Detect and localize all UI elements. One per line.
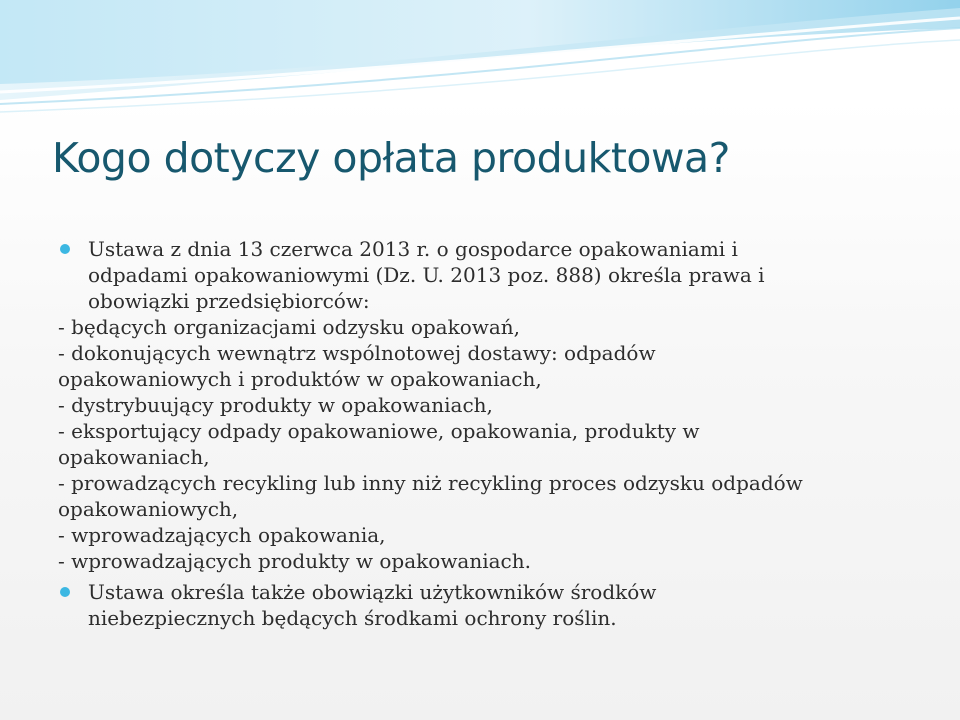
bullet-line: niebezpiecznych będących środkami ochrony roślin. (88, 606, 617, 630)
list-item: - eksportujący odpady opakowaniowe, opakowania, produkty w (58, 419, 700, 443)
header-wave-decoration (0, 0, 960, 120)
list-item: - wprowadzających produkty w opakowaniach. (58, 549, 531, 573)
bullet-line: Ustawa określa także obowiązki użytkowników środków (88, 580, 657, 604)
bullet-line: odpadami opakowaniowymi (Dz. U. 2013 poz. 888) określa prawa i (88, 263, 765, 287)
list-item: - prowadzących recykling lub inny niż recykling proces odzysku odpadów (58, 471, 803, 495)
bullet-line: obowiązki przedsiębiorców: (88, 289, 370, 313)
list-item: opakowaniowych i produktów w opakowaniach, (58, 367, 542, 391)
list-item: - dystrybuujący produkty w opakowaniach, (58, 393, 493, 417)
list-item: opakowaniach, (58, 445, 210, 469)
slide-body (58, 236, 938, 631)
bullet-item-law (58, 236, 938, 314)
slide-title: Kogo dotyczy opłata produktowa? (52, 134, 730, 182)
entrepreneur-list (58, 314, 938, 574)
bullet-dot-icon (60, 587, 70, 597)
list-item: - będących organizacjami odzysku opakowań, (58, 315, 521, 339)
bullet-line: Ustawa z dnia 13 czerwca 2013 r. o gospodarce opakowaniami i (88, 237, 738, 261)
list-item: opakowaniowych, (58, 497, 239, 521)
list-item: - dokonujących wewnątrz wspólnotowej dostawy: odpadów (58, 341, 656, 365)
bullet-dot-icon (60, 244, 70, 254)
bullet-item-plant-protection (58, 579, 938, 631)
list-item: - wprowadzających opakowania, (58, 523, 386, 547)
